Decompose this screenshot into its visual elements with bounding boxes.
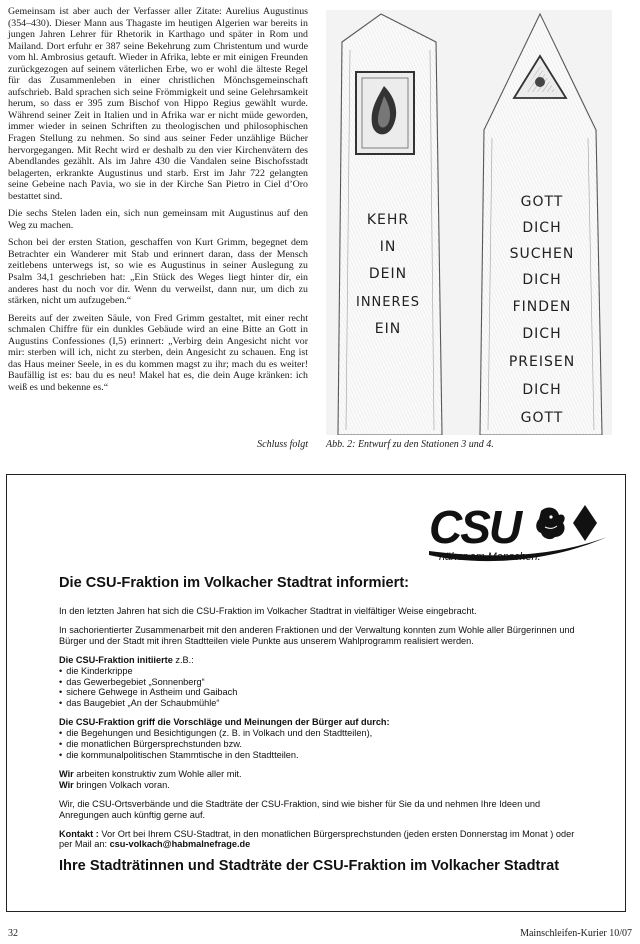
list-item: • das Baugebiet „An der Schaubmühle“ [59,698,579,709]
ad-intro: In den letzten Jahren hat sich die CSU-Fraktion im Volkacher Stadtrat in vielfältiger Weise eingebracht. [59,606,477,616]
contact-label: Kontakt : [59,828,99,839]
contact-block [59,829,579,851]
initiated-suffix: z.B.: [172,654,194,665]
list-item: • das Gewerbegebiet „Sonnenberg“ [59,677,579,688]
wir-text: bringen Volkach voran. [73,779,170,790]
initiated-heading [59,655,579,666]
issue-label: Mainschleifen-Kurier 10/07 [520,928,632,939]
wir-line [59,780,579,791]
list-item: • die Kinderkrippe [59,666,579,677]
article-paragraph: Schon bei der ersten Station, geschaffen von Kurt Grimm, begegnet dem Betrachter ein Wanderer mit Stab und erinnert daran, dass der Mensch zeitlebens unterwegs ist, so wie es Augustinus in seiner Auslegung zu Psalm 34,1 geschrieben hat: „Ein Stück des Weges liegt hinter dir, ein anderes hast du noch vor dir. Wenn du verweilst, dann nur, um dich zu stärken, nicht um aufzugeben.“ [8,237,308,307]
suggestions-heading: Die CSU-Fraktion griff die Vorschläge und Meinungen der Bürger auf durch: [59,717,390,728]
list-item: • sichere Gehwege in Astheim und Gaibach [59,687,579,698]
article-column [8,6,308,394]
lion-icon [536,508,564,540]
ad-closing: Wir, die CSU-Ortsverbände und die Stadträte der CSU-Fraktion, sind wie bisher für Sie da und nehmen Ihre Ideen und Anregungen auch künftig gerne auf. [59,798,541,820]
stele-word: DICH [522,382,562,398]
stele-word: DEIN [368,266,408,282]
wir-label: Wir [59,768,74,779]
stele-word: IN [379,239,397,255]
ad-footer: Ihre Stadträtinnen und Stadträte der CSU-Fraktion im Volkacher Stadtrat [59,858,560,875]
stele-word: FINDEN [512,299,572,315]
figure-caption: Abb. 2: Entwurf zu den Stationen 3 und 4. [326,439,494,450]
ad-body [59,575,579,875]
ad-paragraph: In sachorientierter Zusammenarbeit mit den anderen Fraktionen und der Verwaltung konnten zum Wohle aller Bürgerinnen und Bürger und der Stadt mit ihren Stadtteilen viele Punkte aus unserem Wahlprogramm realisiert werden. [59,624,575,646]
list-item: • die Begehungen und Besichtigungen (z. B. in Volkach und den Stadtteilen), [59,728,579,739]
contact-email[interactable]: csu-volkach@habmalnefrage.de [109,839,251,850]
contact-text: Vor Ort bei Ihrem CSU-Stadtrat, in den monatlichen Bürgersprechstunden (jeden ersten Donnerstag im Monat ) oder per Mail an: [59,828,575,850]
stele-sketch-figure [326,10,612,435]
article-paragraph: Gemeinsam ist aber auch der Verfasser aller Zitate: Aurelius Augustinus (354–430). Dieser Mann aus Thagaste im heutigen Algerien war bereits in jungen Jahren Lehrer für Rhetorik in Karthago und später in Rom und Mailand. Dort erfuhr er 387 seine Bekehrung zum Christentum und wurde vom hl. Ambrosius getauft. Wieder in Afrika, lebte er mit einigen Freunden zurückgezogen auf seinem väterlichen Erbe, wo er wohl die älteste Regel für das Zusammenleben in einer christlichen Mönchsgemeinschaft aufschrieb. Bald sprachen sich seine Frömmigkeit und seine Gelehrsamkeit herum, so dass er 395 zum Bischof von Hippo Regius gewählt wurde. Während seiner Zeit in Italien und in Afrika war er nicht müde geworden, immer wieder in seinen Schriften zu theologischen und philosophischen Fragen Stellung zu nehmen. So sind aus seiner Feder unzählige Bücher hervorgegangen. Mit Recht wird er deshalb zu den vier Kirchenvätern des Abendlandes gezählt. Als im Jahre 430 die Vandalen seine Bischofsstadt belagerten, erkrankte Augustinus und starb. Erst im Jahr 722 gelangten seine Gebeine nach Pavia, wo sie in der Kirche San Pietro in Ciel d’Oro bestattet sind. [8,6,308,202]
stele-word: DICH [522,220,562,236]
list-item: • die kommunalpolitischen Stammtische in den Stadtteilen. [59,750,579,761]
stele-word: DICH [522,272,562,288]
rhombus-icon [573,505,597,541]
stele-word: INNERES [356,295,420,310]
logo-tagline: näher am Menschen. [439,551,541,563]
stele-word: DICH [522,326,562,342]
ad-title: Die CSU-Fraktion im Volkacher Stadtrat informiert: [59,575,410,591]
wir-line [59,769,579,780]
initiated-label: Die CSU-Fraktion initiierte [59,654,173,665]
stele-word: PREISEN [508,354,576,370]
initiated-list [59,666,579,710]
stele-word: GOTT [520,194,564,210]
wir-text: arbeiten konstruktiv zum Wohle aller mit. [73,768,242,779]
logo-wordmark: CSU [429,501,521,553]
wir-label: Wir [59,779,74,790]
list-item: • die monatlichen Bürgersprechstunden bzw. [59,739,579,750]
page-number: 32 [8,928,18,939]
article-paragraph: Die sechs Stelen laden ein, sich nun gemeinsam mit Augustinus auf den Weg zu machen. [8,208,308,231]
continuation-note: Schluss folgt [257,439,308,450]
stele-drawings [326,10,612,435]
stele-left [338,14,442,435]
csu-advertisement [6,474,626,912]
article-paragraph: Bereits auf der zweiten Säule, von Fred Grimm gestaltet, mit einer recht schmalen Chiffre für ein dunkles Gebäude wird an eine Bitte an Gott in Augustins Confessiones (I,5) erinnert: „Verbirg dein Angesicht nicht vor mir: sterben will ich, nicht zu sterben, dein Angesicht zu schauen. Eng ist das Haus meiner Seele, in es du kommen magst zu ihr; mach du es weiter! Baufällig ist es: bau du es neu! Makel hat es, die dein Auge kränken: ich weiß es und bekenne es.“ [8,312,308,393]
stele-word: KEHR [366,212,410,228]
stele-word: EIN [374,321,402,337]
suggestions-list [59,728,579,761]
stele-word: GOTT [520,410,564,426]
stele-word: SUCHEN [509,246,575,262]
